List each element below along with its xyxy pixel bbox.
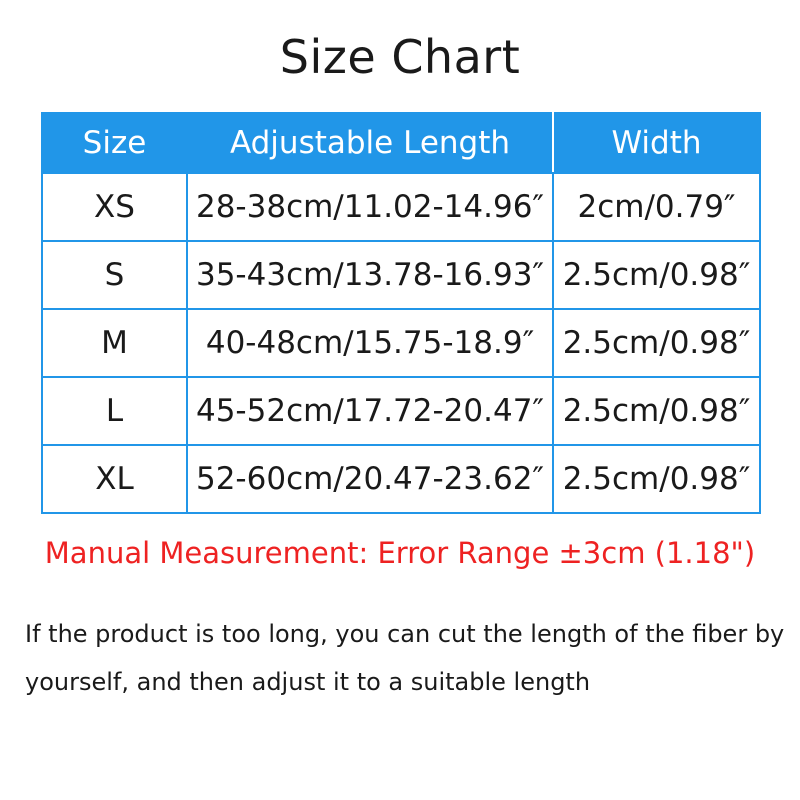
instruction-note [15, 610, 785, 706]
cell-length: 40-48cm/15.75-18.9″ [187, 309, 553, 377]
cell-length: 52-60cm/20.47-23.62″ [187, 445, 553, 513]
cell-size: M [42, 309, 187, 377]
cell-size: XS [42, 173, 187, 241]
table-row [42, 445, 760, 513]
column-header-size: Size [42, 113, 187, 173]
size-chart-table-wrapper [41, 112, 759, 514]
cell-width: 2.5cm/0.98″ [553, 377, 760, 445]
page-title: Size Chart [279, 30, 521, 84]
manual-measurement-note: Manual Measurement: Error Range ±3cm (1.18") [44, 536, 756, 570]
cell-width: 2.5cm/0.98″ [553, 309, 760, 377]
cell-size: L [42, 377, 187, 445]
table-row [42, 377, 760, 445]
column-header-width: Width [553, 113, 760, 173]
cell-length: 28-38cm/11.02-14.96″ [187, 173, 553, 241]
cell-width: 2cm/0.79″ [553, 173, 760, 241]
instruction-line-1: If the product is too long, you can cut the length of the fiber by [25, 620, 785, 648]
table-header-row [42, 113, 760, 173]
table-header [42, 113, 760, 173]
cell-size: S [42, 241, 187, 309]
column-header-adjustable-length: Adjustable Length [187, 113, 553, 173]
cell-width: 2.5cm/0.98″ [553, 241, 760, 309]
cell-width: 2.5cm/0.98″ [553, 445, 760, 513]
cell-length: 35-43cm/13.78-16.93″ [187, 241, 553, 309]
table-row [42, 173, 760, 241]
table-row [42, 241, 760, 309]
instruction-line-2: yourself, and then adjust it to a suitable length [25, 668, 591, 696]
size-chart-table [41, 112, 761, 514]
table-body [42, 173, 760, 513]
cell-length: 45-52cm/17.72-20.47″ [187, 377, 553, 445]
cell-size: XL [42, 445, 187, 513]
table-row [42, 309, 760, 377]
